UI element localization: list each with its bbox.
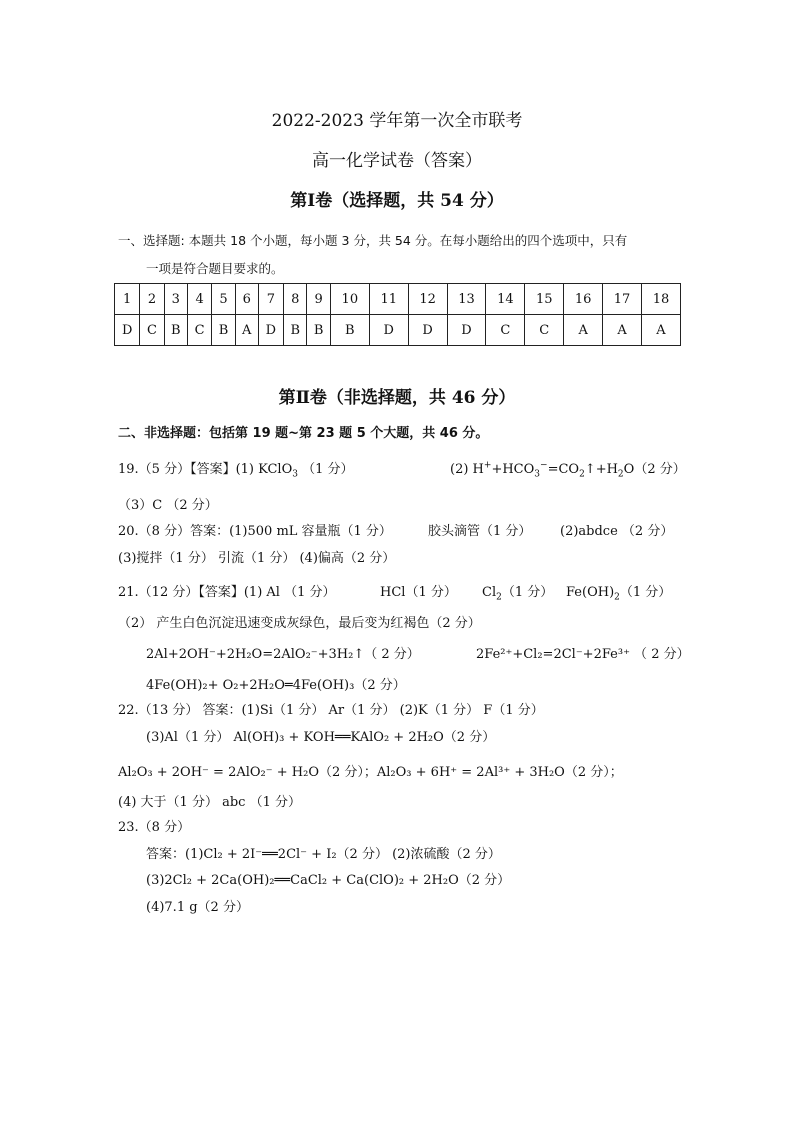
q21-line2: （2） 产生白色沉淀迅速变成灰绿色，最后变为红褐色（2 分） xyxy=(118,616,481,631)
question-number: 2 xyxy=(140,284,164,315)
q19-text: ↑+H xyxy=(584,462,618,477)
q21-eq1: 2Al+2OH⁻+2H₂O=2AlO₂⁻+3H₂↑（ 2 分） xyxy=(146,647,420,662)
question-number: 14 xyxy=(486,284,525,315)
q20-line1-b: 胶头滴管（1 分） xyxy=(428,524,532,539)
q21-eq2: 2Fe²⁺+Cl₂=2Cl⁻+2Fe³⁺ （ 2 分） xyxy=(476,647,690,662)
q21-text: （1 分） xyxy=(501,585,554,600)
q19-text: O（2 分） xyxy=(623,462,686,477)
question-number: 7 xyxy=(258,284,283,315)
subscript: 2 xyxy=(579,469,585,480)
q21-text: Fe(OH) xyxy=(566,585,615,600)
answer-letter: A xyxy=(564,315,603,346)
q20-line1-c: (2)abdce （2 分） xyxy=(560,524,674,539)
question-number: 12 xyxy=(408,284,447,315)
table-row-answers xyxy=(115,315,681,346)
question-number: 1 xyxy=(115,284,140,315)
subscript: 2 xyxy=(496,592,502,603)
q22-line2: (3)Al（1 分） Al(OH)₃ + KOH══KAlO₂ + 2H₂O（2 分） xyxy=(146,730,496,745)
answer-letter: B xyxy=(164,315,187,346)
question-number: 10 xyxy=(330,284,369,315)
q20-line2: (3)搅拌（1 分） 引流（1 分） (4)偏高（2 分） xyxy=(118,551,396,566)
subscript: 2 xyxy=(614,592,620,603)
answer-table xyxy=(114,283,681,346)
question-number: 6 xyxy=(235,284,258,315)
question-number: 13 xyxy=(447,284,486,315)
q21-eq3: 4Fe(OH)₂+ O₂+2H₂O═4Fe(OH)₃（2 分） xyxy=(146,678,406,693)
answer-letter: A xyxy=(642,315,681,346)
answer-letter: D xyxy=(369,315,408,346)
q19-answer-2 xyxy=(450,458,686,480)
subscript: 2 xyxy=(617,469,624,480)
table-row-numbers xyxy=(115,284,681,315)
question-number: 4 xyxy=(188,284,212,315)
q19-text: =CO xyxy=(547,462,580,477)
q21-text: （1 分） xyxy=(619,585,672,600)
q21-line1-d xyxy=(566,581,672,603)
q20-line1-a: 20.（8 分）答案：(1)500 mL 容量瓶（1 分） xyxy=(118,524,392,539)
answer-letter: B xyxy=(330,315,369,346)
q19-text: （1 分） xyxy=(297,462,354,477)
q19-text: (2) H xyxy=(450,462,484,477)
question-number: 15 xyxy=(525,284,564,315)
exam-title: 2022-2023 学年第一次全市联考 xyxy=(271,111,523,131)
answer-letter: A xyxy=(603,315,642,346)
superscript: + xyxy=(483,460,492,471)
answer-letter: C xyxy=(188,315,212,346)
q21-text: Cl xyxy=(482,585,497,600)
q23-line1: 答案：(1)Cl₂ + 2I⁻══2Cl⁻ + I₂（2 分） (2)浓硫酸（2 分） xyxy=(146,847,501,862)
subscript: 3 xyxy=(534,469,541,480)
q23-line2: (3)2Cl₂ + 2Ca(OH)₂══CaCl₂ + Ca(ClO)₂ + 2H₂O（2 分） xyxy=(146,873,511,888)
answer-letter: D xyxy=(258,315,283,346)
exam-subtitle: 高一化学试卷（答案） xyxy=(312,151,482,171)
answer-letter: B xyxy=(307,315,330,346)
question-number: 16 xyxy=(564,284,603,315)
question-number: 9 xyxy=(307,284,330,315)
part2-intro: 二、非选择题：包括第 19 题~第 23 题 5 个大题，共 46 分。 xyxy=(118,426,489,441)
question-number: 18 xyxy=(642,284,681,315)
answer-letter: C xyxy=(140,315,164,346)
section1-intro-line1: 一、选择题: 本题共 18 个小题，每小题 3 分，共 54 分。在每小题给出的四个选项中，只有 xyxy=(118,233,628,248)
answer-letter: B xyxy=(212,315,235,346)
answer-letter: D xyxy=(115,315,140,346)
answer-letter: A xyxy=(235,315,258,346)
answer-letter: D xyxy=(408,315,447,346)
q22-line3: Al₂O₃ + 2OH⁻ = 2AlO₂⁻ + H₂O（2 分）；Al₂O₃ + 6H⁺ = 2Al³⁺ + 3H₂O（2 分）； xyxy=(118,765,623,780)
q21-line1-b: HCl（1 分） xyxy=(380,585,457,600)
q19-answer-1 xyxy=(118,458,354,480)
answer-letter: C xyxy=(486,315,525,346)
q22-line4: (4) 大于（1 分） abc （1 分） xyxy=(118,795,301,810)
q19-text: 19.（5 分）【答案】(1) KClO xyxy=(118,462,293,477)
q23-line3: (4)7.1 g（2 分） xyxy=(146,900,249,915)
part2-title: 第Ⅱ卷（非选择题，共 46 分） xyxy=(278,388,516,408)
q21-line1-c xyxy=(482,581,554,603)
answer-letter: B xyxy=(284,315,307,346)
subscript: 3 xyxy=(292,469,298,480)
question-number: 5 xyxy=(212,284,235,315)
question-number: 8 xyxy=(284,284,307,315)
answer-letter: C xyxy=(525,315,564,346)
q21-line1-a: 21.（12 分）【答案】(1) Al （1 分） xyxy=(118,585,336,600)
q23-head: 23.（8 分） xyxy=(118,820,191,835)
q19-text: +HCO xyxy=(491,462,535,477)
superscript: − xyxy=(540,460,548,471)
answer-letter: D xyxy=(447,315,486,346)
question-number: 3 xyxy=(164,284,187,315)
q19-answer-3: （3）C （2 分） xyxy=(118,498,218,513)
section1-intro-line2: 一项是符合题目要求的。 xyxy=(146,261,284,276)
question-number: 17 xyxy=(603,284,642,315)
part1-title: 第Ⅰ卷（选择题，共 54 分） xyxy=(290,191,504,211)
q22-line1: 22.（13 分） 答案：(1)Si（1 分） Ar（1 分） (2)K（1 分） F（1 分） xyxy=(118,703,544,718)
question-number: 11 xyxy=(369,284,408,315)
